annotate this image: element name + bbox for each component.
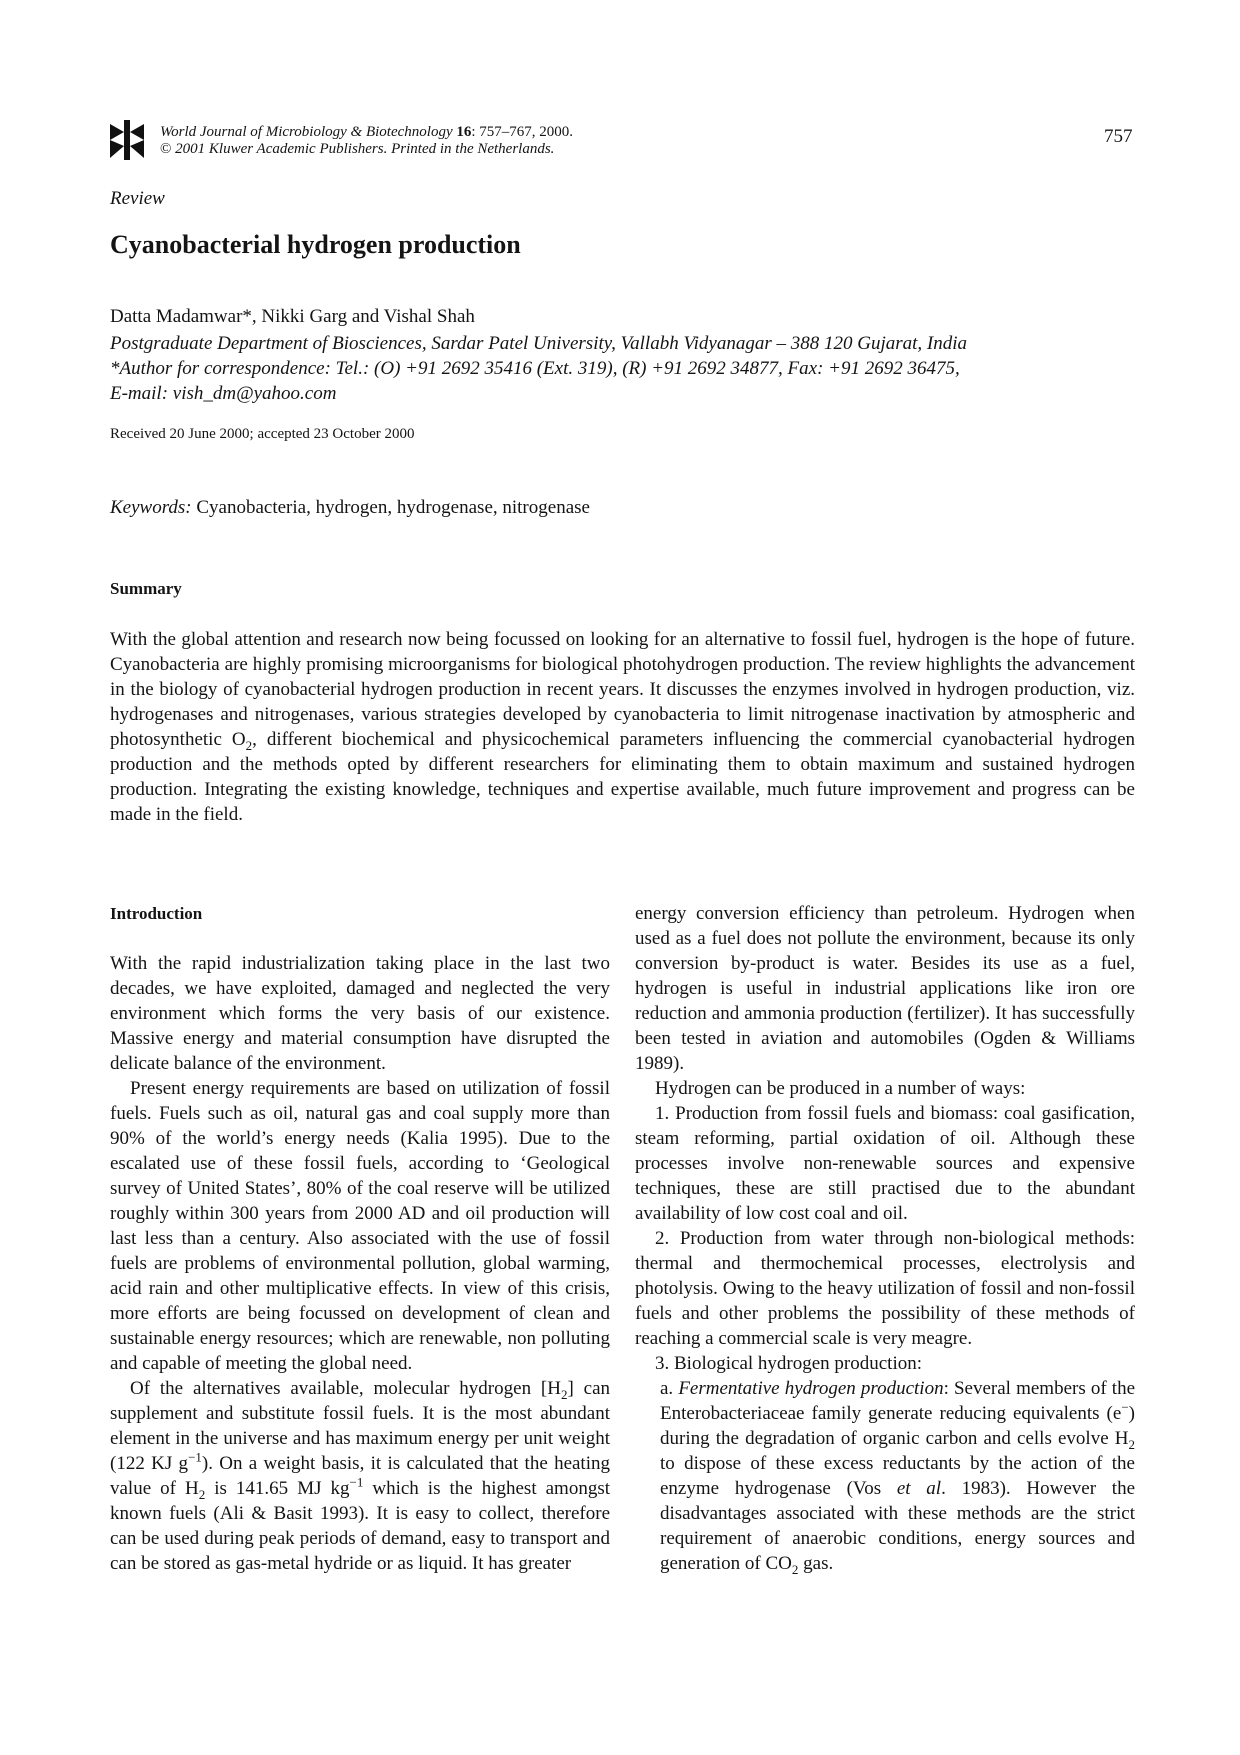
summary-heading: Summary bbox=[110, 579, 182, 598]
p3-part-e: which is the highest amongst known fuels (Ali & Basit 1993). It is easy to collect, therefore can be used during peak periods of demand, easy to transport and can be stored as gas-metal hydride or as liquid. It has greater bbox=[110, 1478, 610, 1574]
article-title: Cyanobacterial hydrogen production bbox=[110, 230, 521, 259]
p3-sub-2: 2 bbox=[198, 1486, 206, 1502]
intro-paragraph-2: Present energy requirements are based on utilization of fossil fuels. Fuels such as oil, natural gas and coal supply more than 90% of the world’s energy needs (Kalia 1995). Due to the escalated use of these fossil fuels, according to ‘Geological survey of United States’, 80% of the coal reserve will be utilized roughly within 300 years from 2000 AD and oil production will last less than a century. Also associated with the use of fossil fuels are problems of environmental pollution, global warming, acid rain and other multiplicative effects. In view of this crisis, more efforts are being focussed on development of clean and sustainable energy resources; which are renewable, non polluting and capable of meeting the global need. bbox=[110, 1078, 610, 1374]
right-column bbox=[635, 901, 1135, 1576]
right-paragraph-1: energy conversion efficiency than petroleum. Hydrogen when used as a fuel does not pollute the environment, because its only conversion by-product is water. Besides its use as a fuel, hydrogen is useful in industrial applications like iron ore reduction and ammonia production (fertilizer). It has successfully been tested in aviation and automobiles (Ogden & Williams 1989). bbox=[635, 903, 1135, 1074]
journal-volume: 16 bbox=[456, 124, 472, 140]
r6-sup: − bbox=[1121, 1399, 1129, 1415]
right-paragraph-5: 3. Biological hydrogen production: bbox=[655, 1353, 923, 1374]
p3-part-b: ] can supplement and substitute fossil fuels. It is the most abundant element in the universe and has maximum energy per unit weight (122 KJ g bbox=[110, 1378, 611, 1474]
received-dates: Received 20 June 2000; accepted 23 October 2000 bbox=[110, 426, 415, 442]
left-column bbox=[110, 951, 610, 1576]
r6-sub-1: 2 bbox=[1128, 1436, 1135, 1452]
r6-label: a. bbox=[660, 1378, 674, 1399]
summary-o2-sub: 2 bbox=[245, 737, 253, 753]
keywords-label: Keywords: bbox=[110, 497, 192, 518]
article-type: Review bbox=[110, 188, 165, 209]
email: E-mail: vish_dm@yahoo.com bbox=[110, 383, 337, 404]
r6-part-e: gas. bbox=[798, 1553, 834, 1574]
r6-term: Fermentative hydrogen production bbox=[678, 1378, 944, 1399]
p3-part-a: Of the alternatives available, molecular hydrogen [H bbox=[130, 1378, 561, 1399]
copyright-text: 2001 Kluwer Academic Publishers. Printed in the Netherlands. bbox=[171, 141, 555, 157]
intro-paragraph-3 bbox=[110, 1376, 610, 1576]
r6-part-d: . 1983). However the disadvantages associated with these methods are the strict requirement of anaerobic conditions, energy sources and generation of CO bbox=[660, 1478, 1136, 1574]
r6-part-a: : Several members of the Enterobacteriaceae family generate reducing equivalents (e bbox=[660, 1378, 1136, 1424]
journal-pages-year: : 757–767, 2000. bbox=[471, 124, 574, 140]
right-paragraph-3: 1. Production from fossil fuels and biomass: coal gasification, steam reforming, partial oxidation of oil. Although these processes involve non-renewable sources and expensive techniques, these are still practised due to the abundant availability of low cost coal and oil. bbox=[635, 1103, 1135, 1224]
intro-paragraph-1: With the rapid industrialization taking place in the last two decades, we have exploited, damaged and neglected the very environment which forms the very basis of our existence. Massive energy and material consumption have disrupted the delicate balance of the environment. bbox=[110, 953, 610, 1074]
journal-line-1 bbox=[160, 124, 573, 141]
right-paragraph-2: Hydrogen can be produced in a number of ways: bbox=[655, 1078, 1026, 1099]
p3-sup-1: −1 bbox=[188, 1449, 202, 1465]
correspondence: *Author for correspondence: Tel.: (O) +91 2692 35416 (Ext. 319), (R) +91 2692 34877, Fax: +91 2692 36475, bbox=[110, 358, 960, 379]
introduction-heading: Introduction bbox=[110, 904, 203, 923]
r6-part-b: ) during the degradation of organic carbon and cells evolve H bbox=[660, 1403, 1135, 1449]
p3-part-c: ). On a weight basis, it is calculated that the heating value of H bbox=[110, 1453, 610, 1499]
journal-name: World Journal of Microbiology & Biotechnology bbox=[160, 124, 453, 140]
journal-line-2 bbox=[160, 141, 573, 158]
page-number: 757 bbox=[1104, 126, 1133, 147]
p3-sub-1: 2 bbox=[560, 1386, 568, 1402]
summary-part-2: , different biochemical and physicochemical parameters influencing the commercial cyanobacterial hydrogen production and the methods opted by different researchers for eliminating them to obtain maximum and sustained hydrogen production. Integrating the existing knowledge, techniques and expertise available, much future improvement and progress can be made in the field. bbox=[110, 729, 1135, 825]
summary-part-1: With the global attention and research now being focussed on looking for an alternative to fossil fuel, hydrogen is the hope of future. Cyanobacteria are highly promising microorganisms for biological photohydrogen production. The review highlights the advancement in the biology of cyanobacterial hydrogen production in recent years. It discusses the enzymes involved in hydrogen production, viz. hydrogenases and nitrogenases, various strategies developed by cyanobacteria to limit nitrogenase inactivation by atmospheric and photosynthetic O bbox=[110, 629, 1135, 750]
summary-text bbox=[110, 627, 1135, 827]
r6-etal: et al bbox=[896, 1478, 942, 1499]
copyright-symbol: © bbox=[160, 141, 172, 157]
authors: Datta Madamwar*, Nikki Garg and Vishal Shah bbox=[110, 306, 475, 327]
r6-part-c: to dispose of these excess reductants by the action of the enzyme hydrogenase (Vos bbox=[660, 1453, 1135, 1499]
p3-sup-2: −1 bbox=[349, 1474, 364, 1490]
keywords bbox=[110, 497, 590, 519]
right-paragraph-4: 2. Production from water through non-biological methods: thermal and thermochemical processes, electrolysis and photolysis. Owing to the heavy utilization of fossil and non-fossil fuels and other problems the possibility of these methods of reaching a commercial scale is very meagre. bbox=[635, 1228, 1135, 1349]
journal-citation bbox=[160, 124, 573, 158]
publisher-logo-icon bbox=[110, 120, 144, 160]
keywords-text: Cyanobacteria, hydrogen, hydrogenase, nitrogenase bbox=[196, 497, 590, 518]
affiliation: Postgraduate Department of Biosciences, Sardar Patel University, Vallabh Vidyanagar – 388 120 Gujarat, India bbox=[110, 333, 968, 354]
r6-sub-2: 2 bbox=[791, 1561, 799, 1577]
p3-part-d: is 141.65 MJ kg bbox=[205, 1478, 350, 1499]
right-paragraph-6 bbox=[660, 1376, 1135, 1576]
